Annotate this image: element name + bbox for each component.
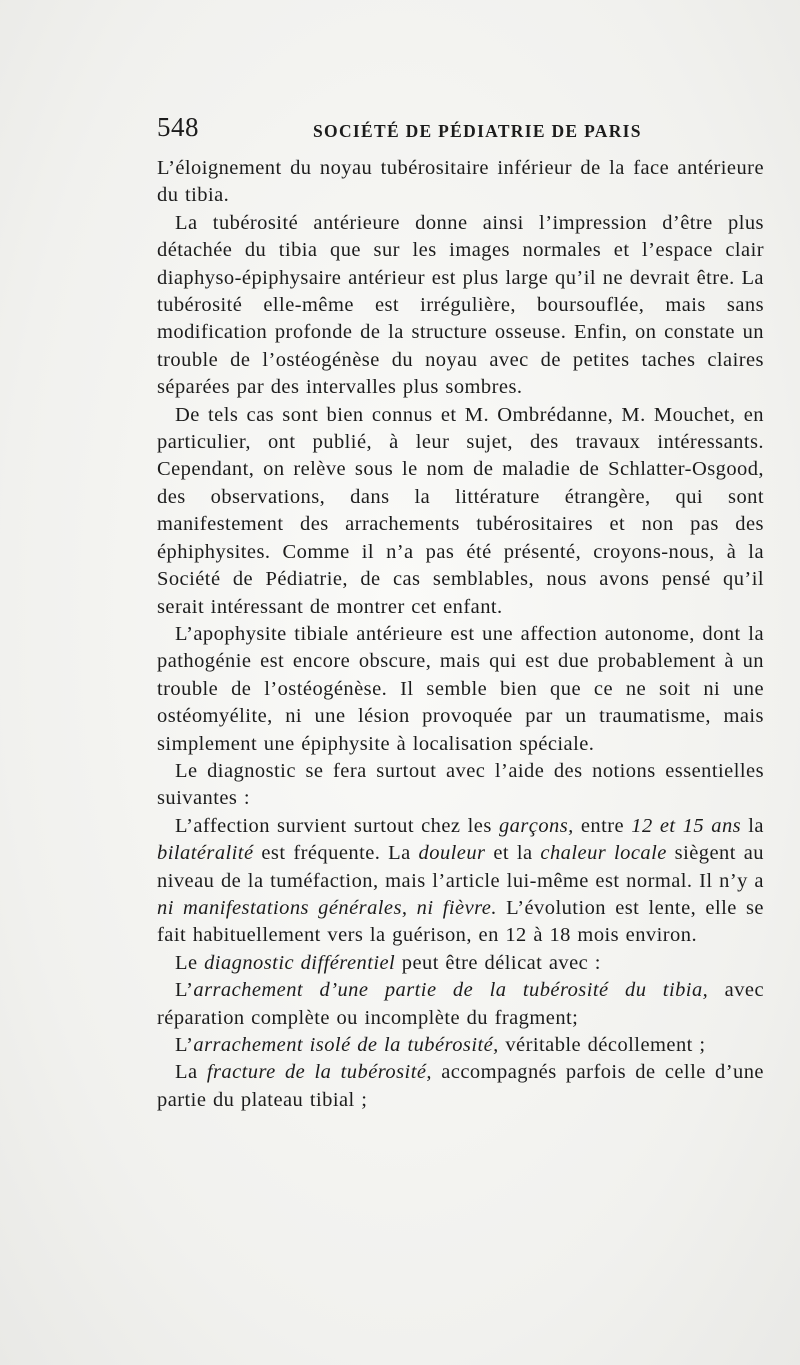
- text-run: entre: [573, 814, 632, 837]
- page-number: 548: [157, 112, 199, 142]
- italic-text: arrachement d’une partie de la tubérosité du tibia,: [193, 979, 709, 1002]
- text-run: La tubérosité antérieure donne ainsi l’impression d’être plus détachée du tibia que sur les images normales et l’espace clair diaphyso-épiphysaire antérieur est plus large qu’il ne devrait être. La tubérosité elle-même est irrégulière, boursouflée, mais sans modification profonde de la structure osseuse. Enfin, on constate un trouble de l’ostéogénèse du noyau avec de petites taches claires séparées par des intervalles plus sombres.: [157, 211, 764, 399]
- text-run: est fréquente. La: [253, 842, 419, 865]
- paragraph: [157, 813, 764, 950]
- text-run: et la: [485, 842, 541, 865]
- paragraph: [157, 950, 764, 977]
- italic-text: fracture de la tubérosité,: [206, 1061, 432, 1084]
- text-run: L’évolution est lente, elle se fait habituellement vers la guérison, en 12 à 18 mois environ.: [157, 896, 764, 947]
- text-run: De tels cas sont bien connus et M. Ombrédanne, M. Mouchet, en particulier, ont publié, à leur sujet, des travaux intéressants. Cependant, on relève sous le nom de maladie de Schlatter-Osgood, des observations, dans la littérature étrangère, qui sont manifestement des arrachements tubérositaires et non pas des éphiphysites. Comme il n’a pas été présenté, croyons-nous, à la Société de Pédiatrie, de cas semblables, nous avons pensé qu’il serait intéressant de montrer cet enfant.: [157, 403, 764, 618]
- text-run: accompagnés parfois de celle d’une partie du plateau tibial ;: [157, 1061, 764, 1111]
- paragraph: [157, 210, 764, 402]
- text-run: siègent au niveau de la tuméfaction, mais l’article lui-même est normal. Il n’y a: [157, 842, 764, 892]
- italic-text: diagnostic différentiel: [204, 951, 396, 974]
- paragraph: [157, 1032, 764, 1059]
- text-run: L’: [175, 1034, 194, 1056]
- italic-text: garçons,: [498, 814, 574, 837]
- text-run: L’: [175, 979, 194, 1002]
- text-run: Le: [175, 951, 205, 974]
- text-run: avec réparation complète ou incomplète du fragment;: [157, 979, 764, 1029]
- text-run: L’éloignement du noyau tubérositaire inférieur de la face antérieure du tibia.: [157, 157, 764, 207]
- text-run: Le diagnostic se fera surtout avec l’aide des notions essentielles suivantes :: [157, 759, 764, 810]
- italic-text: douleur: [418, 842, 486, 865]
- italic-text: 12 et 15 ans: [631, 814, 742, 837]
- paragraph: [157, 977, 764, 1032]
- text-run: la: [741, 814, 764, 837]
- paragraph: [157, 402, 764, 621]
- text-run: véritable décollement ;: [498, 1034, 706, 1056]
- body-text: [157, 155, 764, 1114]
- paragraph: [157, 758, 764, 813]
- italic-text: arrachement isolé de la tubérosité,: [193, 1034, 499, 1056]
- text-run: L’apophysite tibiale antérieure est une affection autonome, dont la pathogénie est encore obscure, mais qui est due probablement à un trouble de l’ostéogénèse. Il semble bien que ce ne soit ni une ostéomyélite, ni une lésion provoquée par un traumatisme, mais simplement une épiphysite à localisation spéciale.: [157, 622, 764, 755]
- italic-text: chaleur locale: [540, 842, 667, 865]
- paragraph: [157, 155, 764, 210]
- italic-text: ni manifestations générales, ni fièvre.: [157, 896, 497, 919]
- paragraph: [157, 1059, 764, 1114]
- page-header: [157, 112, 764, 148]
- italic-text: bilatéralité: [157, 842, 254, 865]
- paragraph: [157, 621, 764, 758]
- running-head: SOCIÉTÉ DE PÉDIATRIE DE PARIS: [313, 121, 642, 141]
- text-run: L’affection survient surtout chez les: [175, 814, 499, 837]
- text-run: La: [175, 1061, 207, 1084]
- text-run: peut être délicat avec :: [395, 951, 601, 974]
